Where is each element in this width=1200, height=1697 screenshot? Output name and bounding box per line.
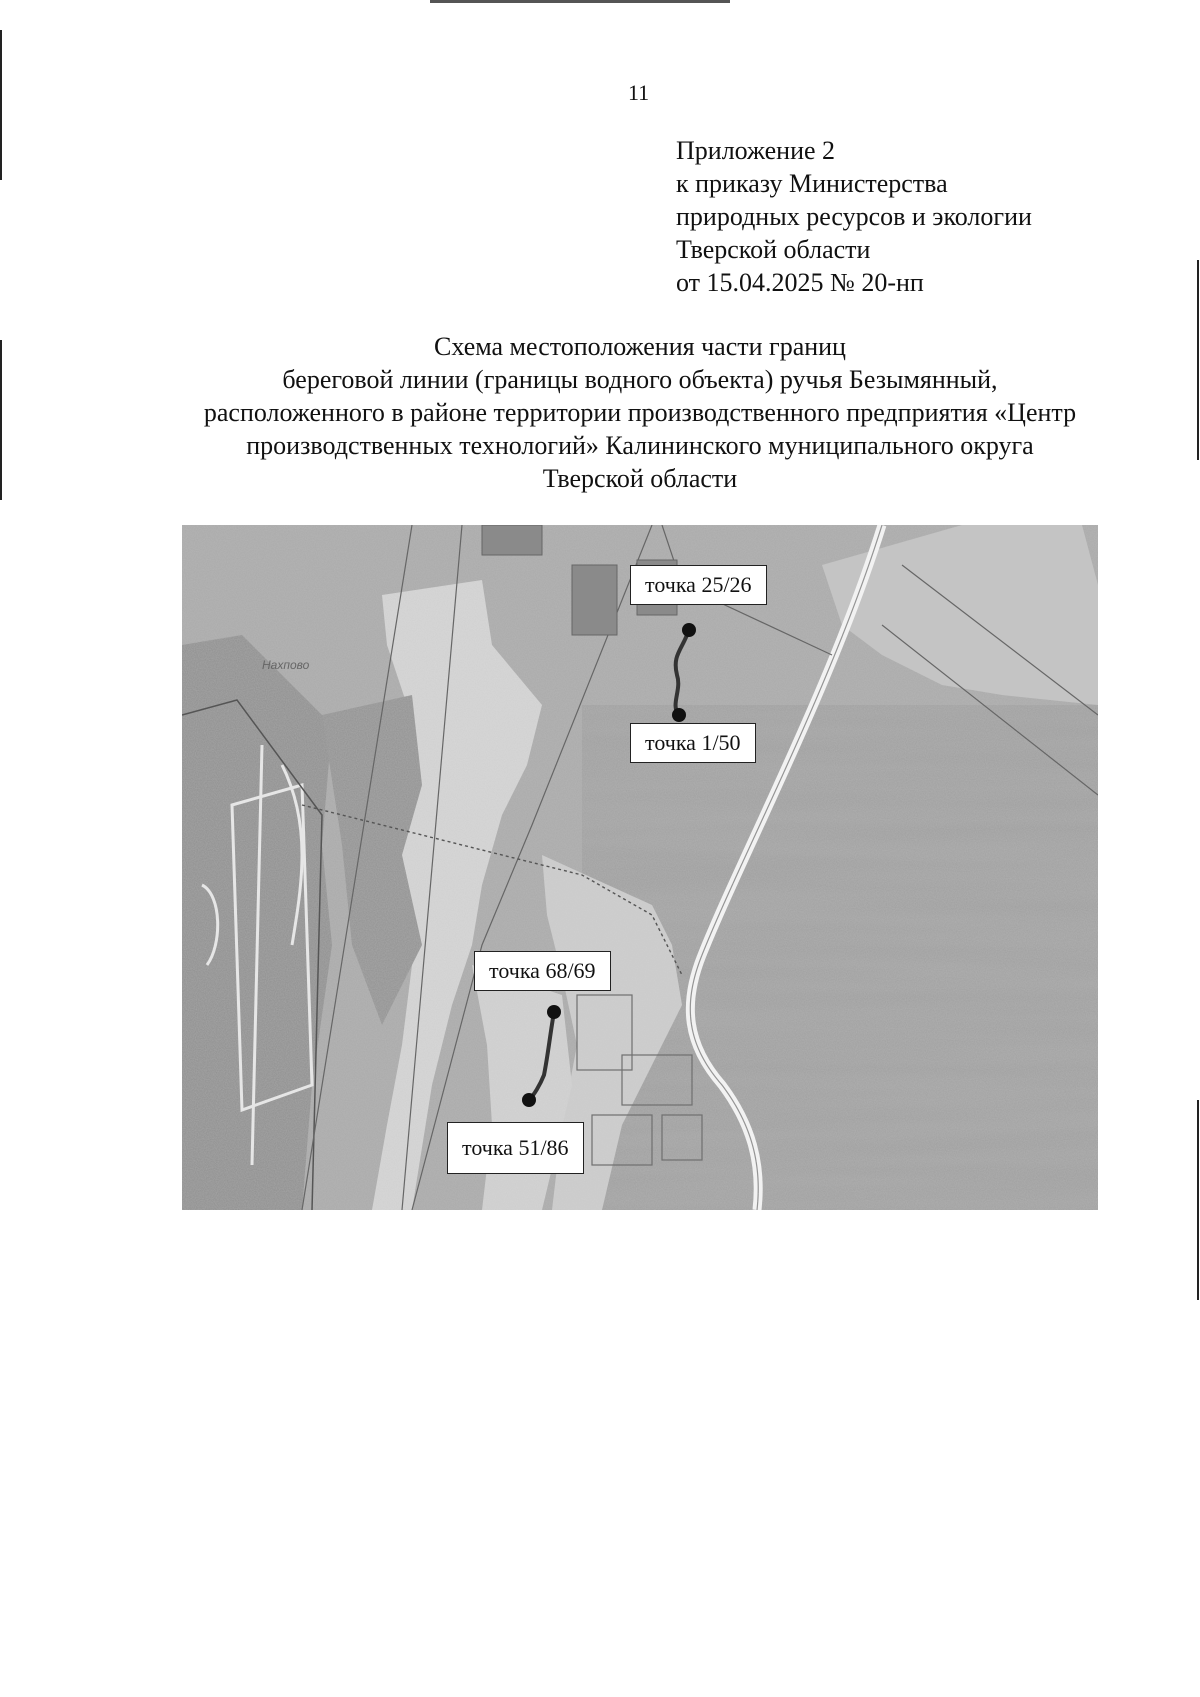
title-line: Схема местоположения части границ — [434, 332, 846, 361]
point-label-68-69: точка 68/69 — [474, 951, 611, 991]
scan-edge-mark-right-2 — [1197, 1100, 1199, 1300]
appendix-line: к приказу Министерства — [676, 169, 948, 198]
page-number: 11 — [628, 80, 650, 105]
document-title — [130, 330, 1150, 495]
scan-edge-mark-top — [430, 0, 730, 3]
map-place-name: Нахпово — [262, 658, 310, 672]
title-line: Тверской области — [542, 464, 738, 493]
point-label-1-50: точка 1/50 — [630, 723, 756, 763]
title-line: расположенного в районе территории производственного предприятия «Центр — [203, 398, 1077, 427]
title-line: производственных технологий» Калининского муниципального округа — [246, 431, 1034, 460]
scan-edge-mark-left-2 — [0, 340, 2, 500]
appendix-line: Тверской области — [676, 235, 871, 264]
appendix-line: от 15.04.2025 № 20-нп — [676, 268, 924, 297]
location-map — [182, 525, 1098, 1210]
scan-edge-mark-right — [1197, 260, 1199, 460]
appendix-line: Приложение 2 — [676, 136, 836, 165]
appendix-line: природных ресурсов и экологии — [676, 202, 1032, 231]
appendix-block — [676, 134, 1032, 299]
point-label-51-86: точка 51/86 — [447, 1122, 584, 1174]
point-label-25-26: точка 25/26 — [630, 565, 767, 605]
scan-edge-mark-left — [0, 30, 2, 180]
title-line: береговой линии (границы водного объекта) ручья Безымянный, — [282, 365, 998, 394]
map-graphic — [182, 525, 1098, 1210]
